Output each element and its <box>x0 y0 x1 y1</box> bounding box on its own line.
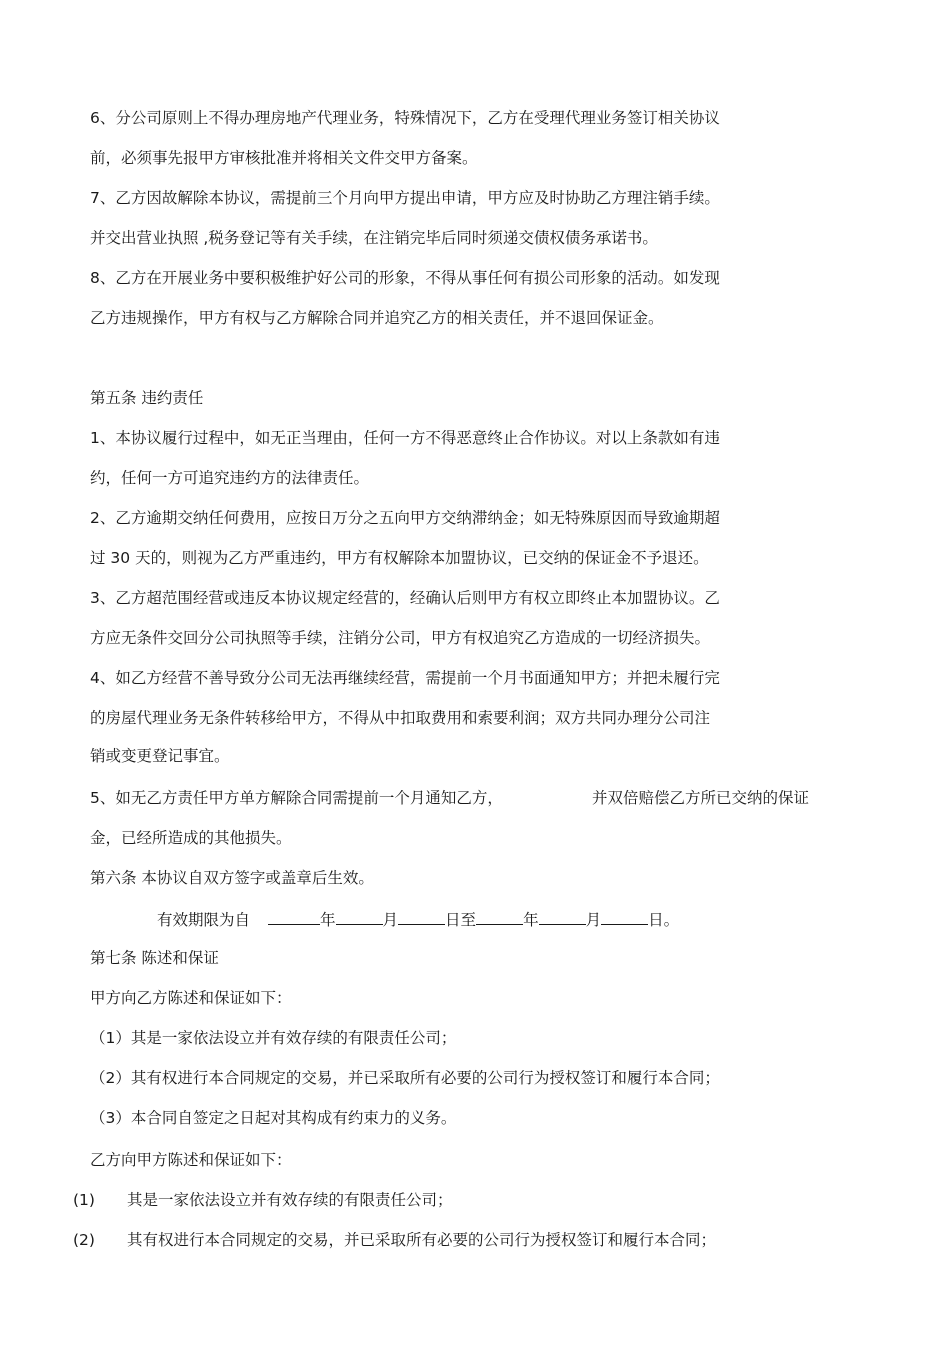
party-a-statement-intro: 甲方向乙方陈述和保证如下： <box>90 989 292 1007</box>
clause-5-item-1-line-2: 约，任何一方可追究违约方的法律责任。 <box>90 469 370 487</box>
clause-5-item-5-line-2: 金，已经所造成的其他损失。 <box>90 829 292 847</box>
clause-4-item-7-line-1: 7、乙方因故解除本协议，需提前三个月向甲方提出申请，甲方应及时协助乙方理注销手续。 <box>90 189 720 207</box>
clause-5-item-5-line-1b: 并双倍赔偿乙方所已交纳的保证 <box>592 789 810 807</box>
clause-5-item-4-line-1: 4、如乙方经营不善导致分公司无法再继续经营，需提前一个月书面通知甲方；并把未履行完 <box>90 669 720 687</box>
clause-5-item-4-line-3: 销或变更登记事宜。 <box>90 747 230 765</box>
clause-5-item-5-line-1a: 5、如无乙方责任甲方单方解除合同需提前一个月通知乙方， <box>90 789 503 807</box>
month-label-2: 月 <box>585 911 602 929</box>
clause-5-item-2-line-1: 2、乙方逾期交纳任何费用，应按日万分之五向甲方交纳滞纳金；如无特殊原因而导致逾期超 <box>90 509 720 527</box>
clause-4-item-8-line-2: 乙方违规操作，甲方有权与乙方解除合同并追究乙方的相关责任，并不退回保证金。 <box>90 309 664 327</box>
party-b-statement-intro: 乙方向甲方陈述和保证如下： <box>90 1151 292 1169</box>
day-label-2: 日。 <box>648 911 680 929</box>
end-day-blank <box>601 908 648 925</box>
party-b-statement-2-number: (2) <box>73 1231 95 1249</box>
clause-7-heading: 第七条 陈述和保证 <box>90 949 219 967</box>
clause-5-item-1-line-1: 1、本协议履行过程中，如无正当理由，任何一方不得恶意终止合作协议。对以上条款如有违 <box>90 429 720 447</box>
start-year-blank <box>268 908 320 925</box>
clause-4-item-7-line-2: 并交出营业执照 ,税务登记等有关手续，在注销完毕后同时须递交债权债务承诺书。 <box>90 229 658 247</box>
year-label-1: 年 <box>320 911 336 929</box>
party-a-statement-1: （1）其是一家依法设立并有效存续的有限责任公司； <box>90 1029 457 1047</box>
clause-5-item-3-line-2: 方应无条件交回分公司执照等手续，注销分公司，甲方有权追究乙方造成的一切经济损失。 <box>90 629 711 647</box>
party-b-statement-2-text: 其有权进行本合同规定的交易，并已采取所有必要的公司行为授权签订和履行本合同； <box>127 1231 717 1249</box>
party-b-statement-1-text: 其是一家依法设立并有效存续的有限责任公司； <box>127 1191 453 1209</box>
end-year-blank <box>476 908 523 925</box>
party-a-statement-3: （3）本合同自签定之日起对其构成有约束力的义务。 <box>90 1109 457 1127</box>
start-month-blank <box>336 908 383 925</box>
clause-4-item-6-line-2: 前，必须事先报甲方审核批准并将相关文件交甲方备案。 <box>90 149 478 167</box>
month-label-1: 月 <box>382 911 399 929</box>
day-to-label: 日至 <box>445 911 477 929</box>
party-a-statement-2: （2）其有权进行本合同规定的交易，并已采取所有必要的公司行为授权签订和履行本合同； <box>90 1069 720 1087</box>
clause-5-item-2-line-2: 过 30 天的，则视为乙方严重违约，甲方有权解除本加盟协议，已交纳的保证金不予退还。 <box>90 549 709 567</box>
party-b-statement-1-number: (1) <box>73 1191 95 1209</box>
clause-5-item-4-line-2: 的房屋代理业务无条件转移给甲方，不得从中扣取费用和索要利润；双方共同办理分公司注 <box>90 709 711 727</box>
validity-period-line <box>157 908 679 930</box>
clause-5-item-3-line-1: 3、乙方超范围经营或违反本协议规定经营的，经确认后则甲方有权立即终止本加盟协议。乙 <box>90 589 720 607</box>
clause-6-heading: 第六条 本协议自双方签字或盖章后生效。 <box>90 869 374 887</box>
clause-4-item-8-line-1: 8、乙方在开展业务中要积极维护好公司的形象，不得从事任何有损公司形象的活动。如发现 <box>90 269 720 287</box>
end-month-blank <box>539 908 586 925</box>
year-label-2: 年 <box>523 911 539 929</box>
clause-4-item-6-line-1: 6、分公司原则上不得办理房地产代理业务，特殊情况下，乙方在受理代理业务签订相关协议 <box>90 109 720 127</box>
start-day-blank <box>398 908 445 925</box>
validity-label: 有效期限为自 <box>157 911 251 929</box>
clause-5-heading: 第五条 违约责任 <box>90 389 204 407</box>
